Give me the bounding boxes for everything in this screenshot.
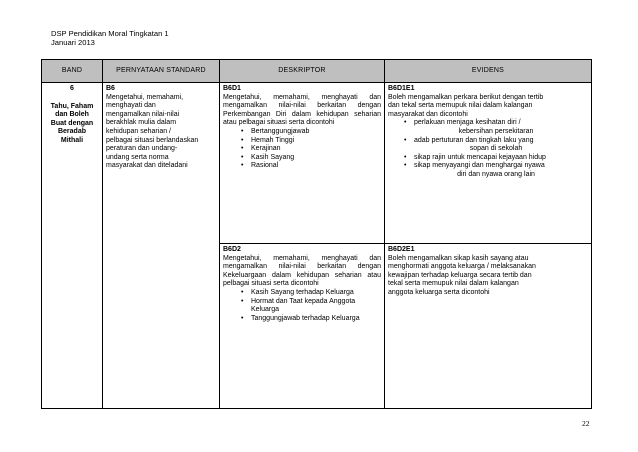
evidence-text: Boleh mengamalkan perkara berikut dengan tertib dan tekal serta memupuk nilai dalam kalangan masyarakat dan dicontohi bbox=[388, 93, 544, 118]
descriptor-code: B6D1 bbox=[223, 85, 241, 92]
standard-cell bbox=[103, 83, 220, 409]
table-header-row bbox=[42, 60, 592, 83]
band-label: Tahu, Faham dan Boleh Buat dengan Beradab Mithali bbox=[50, 102, 94, 144]
band-cell bbox=[42, 83, 103, 409]
column-header-descriptor: DESKRIPTOR bbox=[220, 60, 385, 83]
list-item: • Rasional bbox=[223, 162, 381, 171]
list-item: • sikap rajin untuk mencapai kejayaan hidup bbox=[388, 154, 588, 163]
descriptor-list bbox=[223, 128, 381, 171]
descriptor-list bbox=[223, 289, 381, 323]
list-item: • adab pertuturan dan tingkah laku yang sopan di sekolah bbox=[388, 137, 588, 154]
list-item: • Kerajinan bbox=[223, 145, 381, 154]
evidence-code: B6D2E1 bbox=[388, 246, 415, 253]
descriptor-cell-1 bbox=[220, 83, 385, 244]
document-header-title: DSP Pendidikan Moral Tingkatan 1 bbox=[51, 29, 169, 38]
column-header-standard: PERNYATAAN STANDARD bbox=[103, 60, 220, 83]
list-item: • sikap menyayangi dan menghargai nyawa diri dan nyawa orang lain bbox=[388, 162, 588, 179]
column-header-evidence: EVIDENS bbox=[385, 60, 592, 83]
list-item: • Hormat dan Taat kepada Anggota Keluarga bbox=[223, 298, 381, 315]
evidence-code: B6D1E1 bbox=[388, 85, 415, 92]
column-header-band: BAND bbox=[42, 60, 103, 83]
descriptor-cell-2 bbox=[220, 244, 385, 409]
evidence-text: Boleh mengamalkan sikap kasih sayang atau menghormati anggota keluarga / melaksanakan kewajipan terhadap keluarga secara tertib dan tekal serta memupuk nilai dalam kalangan anggota keluarga serta dicontohi bbox=[388, 254, 536, 296]
evidence-cell-1 bbox=[385, 83, 592, 244]
descriptor-text: Mengetahui, memahami, menghayati dan mengamalkan nilai-nilai berkaitan dengan Kekeluargaan dalam kehidupan seharian atau pelbagai situasi serta dicontohi bbox=[223, 254, 381, 288]
page-number: 22 bbox=[582, 419, 590, 428]
list-item: • Kasih Sayang bbox=[223, 154, 381, 163]
descriptor-text: Mengetahui, memahami, menghayati dan mengamalkan nilai-nilai berkaitan dengan Perkembangan Diri dalam kehidupan seharian atau pelbagai situasi serta dicontohi bbox=[223, 93, 381, 127]
document-header-date: Januari 2013 bbox=[51, 38, 95, 47]
standard-code: B6 bbox=[106, 85, 115, 92]
list-item: • Tanggungjawab terhadap Keluarga bbox=[223, 315, 381, 324]
table-row bbox=[42, 83, 592, 244]
descriptor-code: B6D2 bbox=[223, 246, 241, 253]
standards-table bbox=[41, 59, 592, 409]
evidence-list bbox=[388, 119, 588, 179]
band-number: 6 bbox=[70, 85, 74, 92]
list-item: • Bertanggungjawab bbox=[223, 128, 381, 137]
list-item: • Hemah Tinggi bbox=[223, 137, 381, 146]
list-item: • Kasih Sayang terhadap Keluarga bbox=[223, 289, 381, 298]
standard-text: Mengetahui, memahami, menghayati dan mengamalkan nilai-nilai berakhlak mulia dalam kehidupan seharian / pelbagai situasi berlandaskan peraturan dan undang- undang serta norma masyarakat dan diteladani bbox=[106, 93, 199, 170]
list-item: • perlakuan menjaga kesihatan diri / kebersihan persekitaran bbox=[388, 119, 588, 136]
evidence-cell-2 bbox=[385, 244, 592, 409]
